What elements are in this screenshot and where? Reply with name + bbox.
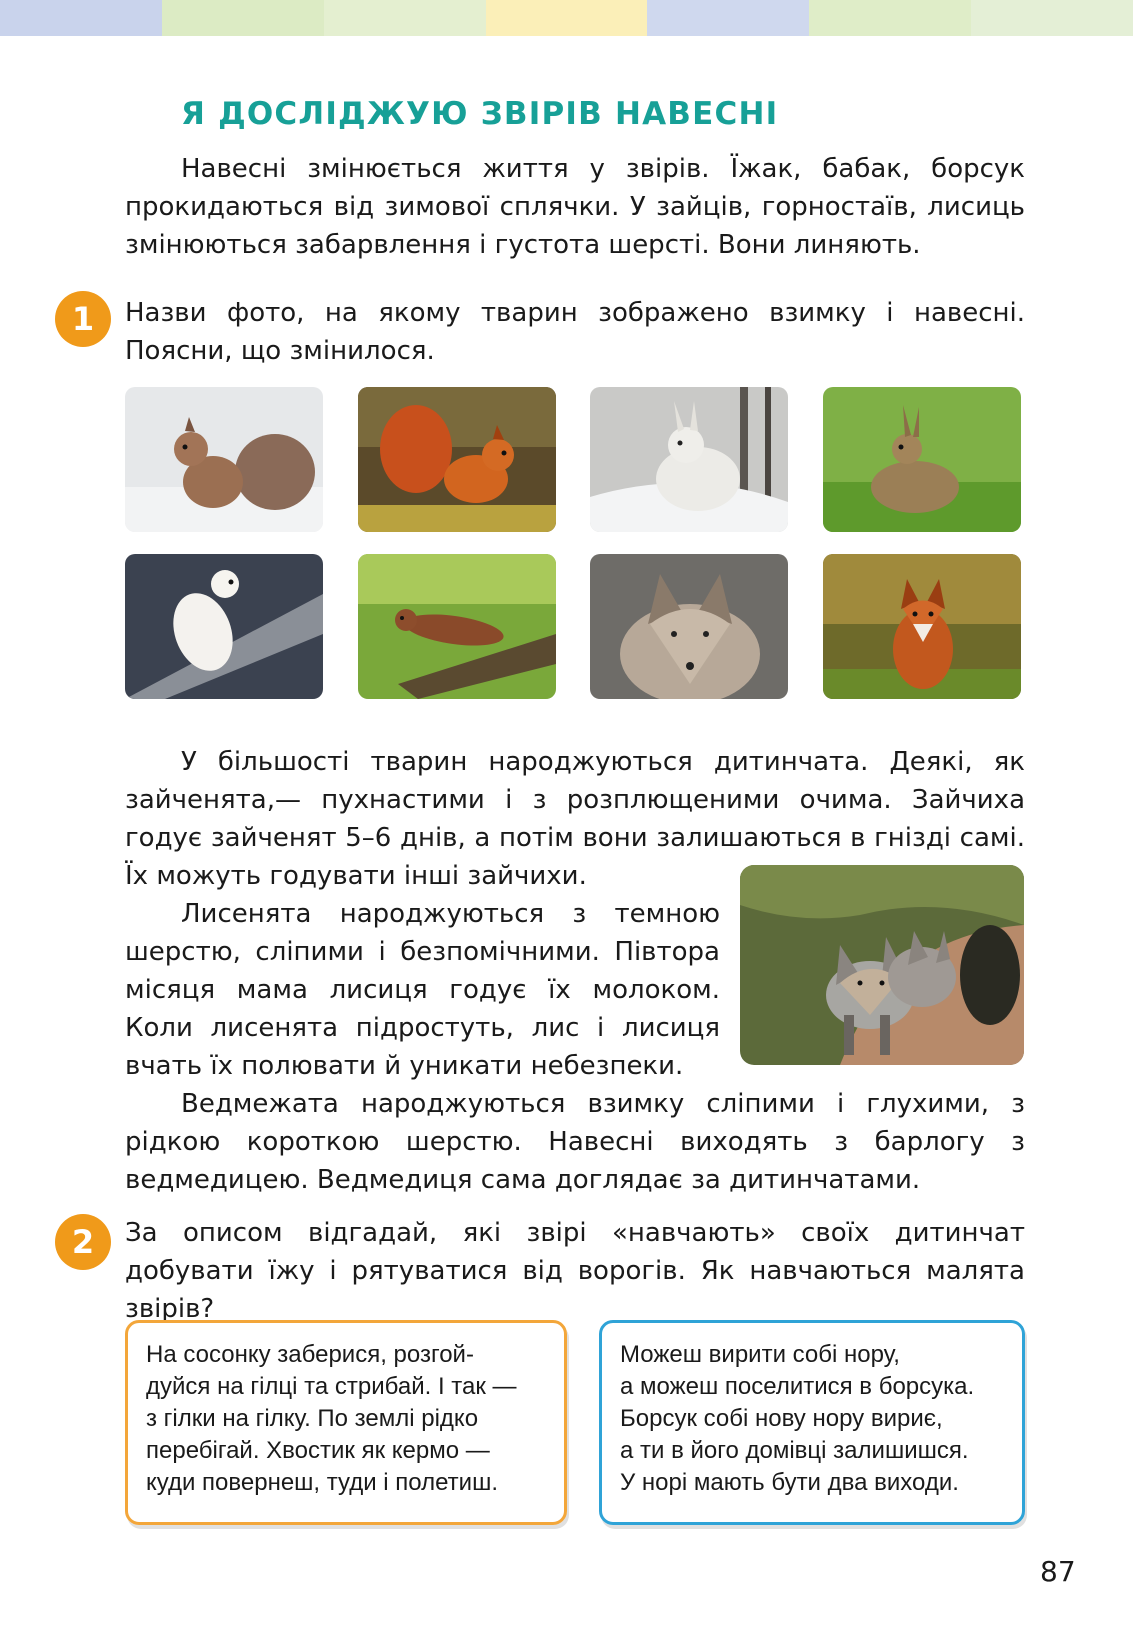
hare-spring-icon bbox=[823, 387, 1021, 532]
task-number-1: 1 bbox=[55, 291, 111, 347]
band-segment bbox=[647, 0, 809, 36]
fox-spring-icon bbox=[823, 554, 1021, 699]
riddle-line: Можеш вирити собі нору, bbox=[620, 1341, 900, 1368]
riddle-box-squirrel bbox=[125, 1320, 567, 1525]
photo-fox-winter bbox=[590, 554, 788, 699]
photo-hare-winter bbox=[590, 387, 788, 532]
body-paragraph-foxes: Лисенята народжуються з темною шерстю, сліпими і безпомічними. Півтора місяця мама лисиця годує їх молоком. Коли лисенята підростуть, лис і лисиця вчать їх полювати й уникати небезпеки. bbox=[125, 899, 720, 1081]
intro-paragraph: Навесні змінюється життя у звірів. Їжак, бабак, борсук прокидаються від зимової сплячки. У зайців, горностаїв, лисиць змінюються забарвлення і густота шерсті. Вони линяють. bbox=[125, 154, 1025, 260]
squirrel-winter-icon bbox=[125, 387, 323, 532]
photo-fox-kits bbox=[740, 865, 1024, 1065]
band-segment bbox=[324, 0, 486, 36]
riddle-line: а ти в його домівці залишишся. bbox=[620, 1437, 969, 1464]
task-1-text: Назви фото, на якому тварин зображено взимку і навесні. Поясни, що змінилося. bbox=[125, 298, 1025, 366]
stoat-spring-icon bbox=[358, 554, 556, 699]
photo-fox-spring bbox=[823, 554, 1021, 699]
riddle-line: У норі мають бути два виходи. bbox=[620, 1469, 959, 1496]
photo-squirrel-spring bbox=[358, 387, 556, 532]
band-segment bbox=[971, 0, 1133, 36]
riddle-line: перебігай. Хвостик як кермо — bbox=[146, 1437, 490, 1464]
page-number: 87 bbox=[1040, 1555, 1076, 1588]
task-number-2: 2 bbox=[55, 1214, 111, 1270]
riddle-line: На сосонку заберися, розгой- bbox=[146, 1341, 474, 1368]
band-segment bbox=[162, 0, 324, 36]
riddle-line: куди повернеш, туди і полетиш. bbox=[146, 1469, 498, 1496]
task-2-text: За описом відгадай, які звірі «навчають» своїх дитинчат добувати їжу і рятуватися від ворогів. Як навчаються малята звірів? bbox=[125, 1218, 1025, 1324]
stoat-winter-icon bbox=[125, 554, 323, 699]
band-segment bbox=[486, 0, 648, 36]
hare-winter-icon bbox=[590, 387, 788, 532]
body-paragraph-hares: У більшості тварин народжуються дитинчата. Деякі, як зайченята,— пухнастими і з розплющеними очима. Зайчиха годує зайченят 5–6 днів, а потім вони залишаються в гнізді самі. Їх можуть годувати інші зайчихи. bbox=[125, 747, 1025, 891]
fox-kits-icon bbox=[740, 865, 1024, 1065]
riddle-line: дуйся на гілці та стрибай. І так — bbox=[146, 1373, 517, 1400]
band-segment bbox=[0, 0, 162, 36]
riddle-box-fox bbox=[599, 1320, 1025, 1525]
squirrel-spring-icon bbox=[358, 387, 556, 532]
band-segment bbox=[809, 0, 971, 36]
riddle-line: а можеш поселитися в борсука. bbox=[620, 1373, 975, 1400]
top-color-band bbox=[0, 0, 1133, 36]
body-paragraph-bears: Ведмежата народжуються взимку сліпими і глухими, з рідкою короткою шерстю. Навесні виходять з барлогу з ведмедицею. Ведмедиця сама доглядає за дитинчатами. bbox=[125, 1089, 1025, 1195]
page-title: Я ДОСЛІДЖУЮ ЗВІРІВ НАВЕСНІ bbox=[181, 96, 779, 132]
fox-winter-icon bbox=[590, 554, 788, 699]
photo-hare-spring bbox=[823, 387, 1021, 532]
riddle-line: Борсук собі нову нору вириє, bbox=[620, 1405, 943, 1432]
photo-stoat-spring bbox=[358, 554, 556, 699]
photo-squirrel-winter bbox=[125, 387, 323, 532]
riddle-line: з гілки на гілку. По землі рідко bbox=[146, 1405, 479, 1432]
photo-stoat-winter bbox=[125, 554, 323, 699]
